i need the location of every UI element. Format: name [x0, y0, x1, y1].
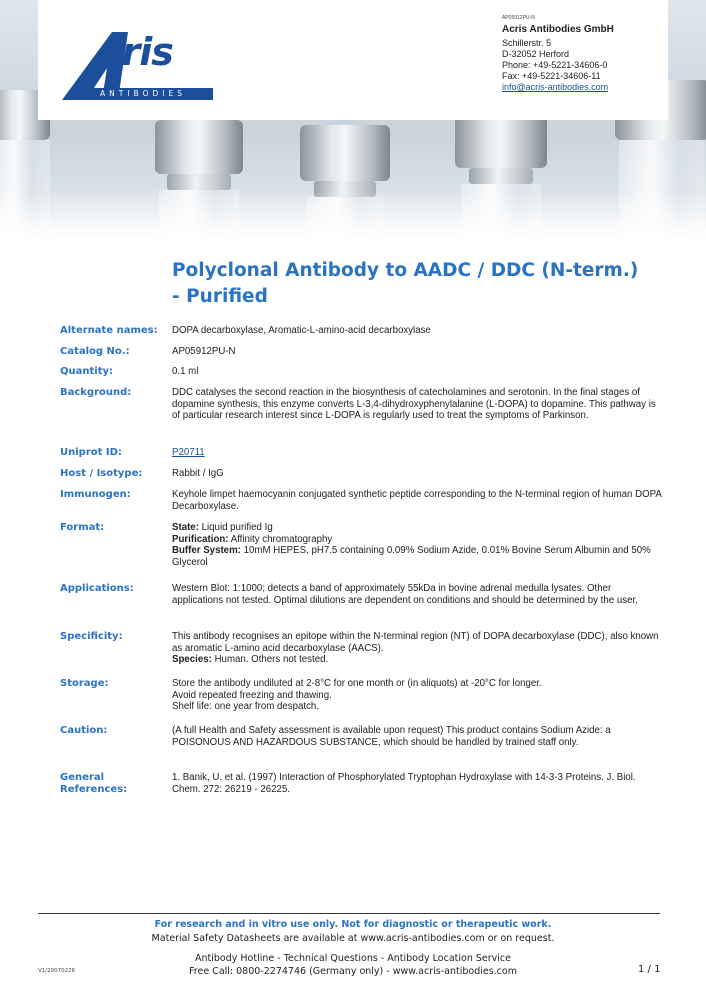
format-purification-value: Affinity chromatography [230, 533, 333, 545]
value-host-isotype: Rabbit / IgG [172, 468, 224, 479]
label-host-isotype: Host / Isotype: [60, 468, 143, 479]
footer-free-call: Free Call: 0800-2274746 (Germany only) - www.acris-antibodies.com [189, 966, 517, 977]
product-title [172, 258, 652, 310]
label-applications: Applications: [60, 583, 134, 594]
format-state-label: State: [172, 522, 199, 533]
storage-line-1: Store the antibody undiluted at 2-8°C for one month or (in aliquots) at -20°C for longer. [172, 678, 542, 689]
value-quantity: 0.1 ml [172, 366, 199, 377]
company-address-block [502, 14, 614, 93]
format-buffer-label: Buffer System: [172, 545, 241, 556]
label-quantity: Quantity: [60, 366, 113, 377]
company-name: Acris Antibodies GmbH [502, 24, 614, 35]
value-alternate-names: DOPA decarboxylase, Aromatic-L-amino-acid decarboxylase [172, 325, 431, 336]
label-immunogen: Immunogen: [60, 489, 131, 500]
company-fax: Fax: +49-5221-34606-11 [502, 71, 601, 81]
uniprot-id-link[interactable]: P20711 [172, 447, 205, 458]
label-uniprot-id: Uniprot ID: [60, 447, 122, 458]
value-immunogen: Keyhole limpet haemocyanin conjugated synthetic peptide corresponding to the N-terminal region of human DOPA Decarboxylase. [172, 489, 662, 512]
format-state [172, 522, 662, 534]
label-alternate-names: Alternate names: [60, 325, 158, 336]
footer-hotline: Antibody Hotline - Technical Questions - Antibody Location Service [195, 953, 511, 964]
document-code: AP05912PU-N [502, 15, 535, 21]
title-line-2: - Purified [172, 286, 268, 307]
label-specificity: Specificity: [60, 631, 123, 642]
label-caution: Caution: [60, 725, 108, 736]
logo-wordmark: cris [100, 30, 173, 74]
value-storage [172, 678, 662, 713]
value-catalog-no: AP05912PU-N [172, 346, 236, 357]
footer-msds: Material Safety Datasheets are available at www.acris-antibodies.com or on request. [151, 933, 555, 944]
page-number: 1 / 1 [638, 964, 661, 975]
company-street: Schillerstr. 5 [502, 38, 552, 48]
label-references-line-2: References: [60, 784, 128, 795]
value-caution: (A full Health and Safety assessment is available upon request) This product contains Sodium Azide: a POISONOUS AND HAZARDOUS SUBSTANCE, which should be handled by trained staff only. [172, 725, 611, 748]
value-format [172, 522, 662, 568]
format-state-value: Liquid purified Ig [201, 522, 273, 533]
value-background: DDC catalyses the second reaction in the biosynthesis of catecholamines and serotonin. In the final stages of dopamine synthesis, this enzyme converts L-3,4-dihydroxyphenylalanine (L-DOPA) to dopamine. This pathway is of particular research interest since L-DOPA is regularly used to treat the symptoms of Parkinson. [172, 387, 656, 421]
label-catalog-no: Catalog No.: [60, 346, 130, 357]
document-version: V1/20070226 [38, 968, 76, 974]
label-format: Format: [60, 522, 105, 533]
title-line-1: Polyclonal Antibody to AADC / DDC (N-term.) [172, 260, 639, 281]
storage-line-2: Avoid repeated freezing and thawing. [172, 689, 332, 701]
company-phone: Phone: +49-5221-34606-0 [502, 60, 608, 70]
company-email-link[interactable]: info@acris-antibodies.com [502, 82, 609, 92]
header-fade [0, 190, 706, 240]
label-references [60, 772, 165, 796]
logo-tagline: ANTIBODIES [73, 88, 213, 100]
format-purification-label: Purification: [172, 533, 229, 545]
storage-line-3: Shelf life: one year from despatch. [172, 701, 320, 712]
header-image-band [0, 0, 706, 240]
footer-divider [38, 913, 660, 914]
species-value: Human. Others not tested. [214, 654, 329, 665]
company-city: D-32052 Herford [502, 49, 570, 59]
label-storage: Storage: [60, 678, 109, 689]
footer-research-only: For research and in vitro use only. Not for diagnostic or therapeutic work. [154, 919, 552, 930]
species-label: Species: [172, 654, 212, 665]
specificity-species [172, 654, 662, 666]
value-applications: Western Blot: 1:1000; detects a band of approximately 55kDa in bovine adrenal medulla lysates. Other applications not tested. Optimal dilutions are dependent on conditions and should be determined by the user. [172, 583, 638, 606]
specificity-text: This antibody recognises an epitope within the N-terminal region (NT) of DOPA decarboxylase (DDC), also known as aromatic L-amino acid decarboxylase (AACS). [172, 631, 659, 654]
label-background: Background: [60, 387, 132, 398]
format-buffer-value: 10mM HEPES, pH7.5 containing 0.09% Sodium Azide, 0.01% Bovine Serum Albumin and 50% Glycerol [172, 545, 651, 568]
format-buffer [172, 545, 662, 568]
format-purification [172, 534, 662, 546]
value-references: 1. Banik, U. et al. (1997) Interaction of Phosphorylated Tryptophan Hydroxylase with 14-3-3 Proteins. J. Biol. Chem. 272: 26219 - 26225. [172, 772, 636, 795]
value-specificity [172, 631, 662, 666]
label-references-line-1: General [60, 772, 104, 783]
